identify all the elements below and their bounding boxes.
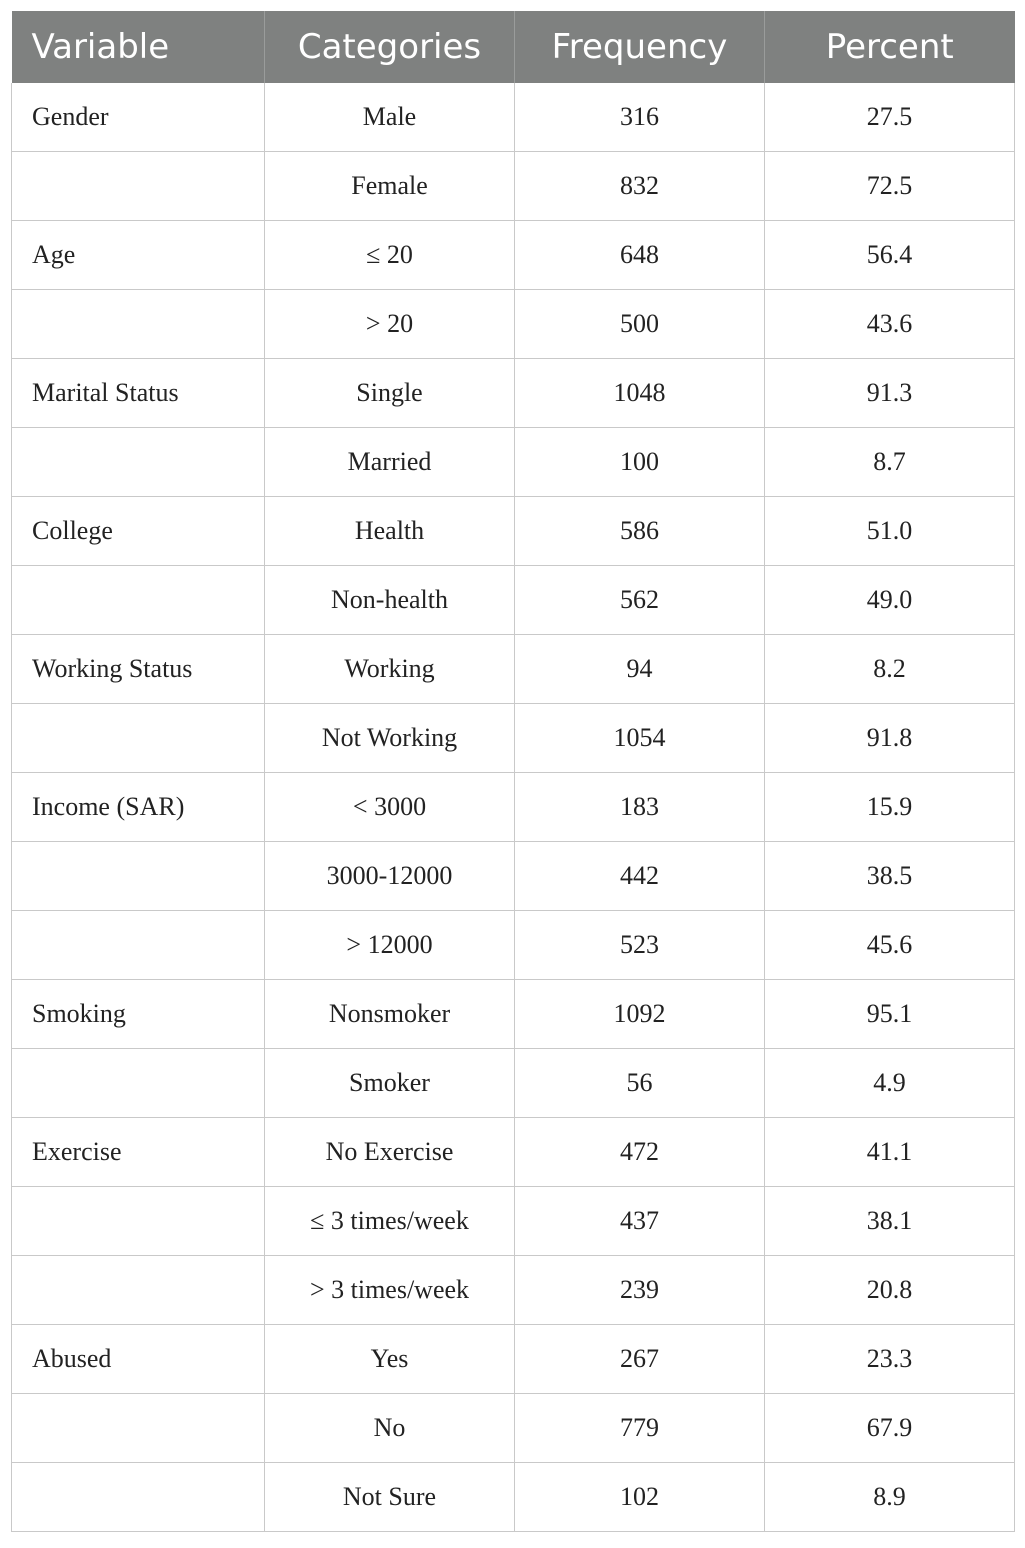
frequency-cell: 102 (515, 1463, 765, 1532)
header-frequency: Frequency (515, 11, 765, 83)
category-cell: 3000-12000 (265, 842, 515, 911)
percent-cell: 4.9 (765, 1049, 1015, 1118)
table-header (12, 11, 1015, 83)
percent-cell: 91.8 (765, 704, 1015, 773)
percent-cell: 67.9 (765, 1394, 1015, 1463)
frequency-cell: 94 (515, 635, 765, 704)
category-cell: Not Sure (265, 1463, 515, 1532)
frequency-cell: 56 (515, 1049, 765, 1118)
frequency-cell: 500 (515, 290, 765, 359)
variable-cell: Exercise (12, 1118, 265, 1187)
frequency-cell: 1048 (515, 359, 765, 428)
category-cell: Not Working (265, 704, 515, 773)
percent-cell: 91.3 (765, 359, 1015, 428)
variable-cell (12, 290, 265, 359)
variable-cell (12, 152, 265, 221)
table-row (12, 1325, 1015, 1394)
variable-cell: Smoking (12, 980, 265, 1049)
variable-cell (12, 566, 265, 635)
table-row (12, 566, 1015, 635)
demographics-table (11, 11, 1015, 1532)
percent-cell: 43.6 (765, 290, 1015, 359)
percent-cell: 15.9 (765, 773, 1015, 842)
data-table-container (11, 11, 1014, 1532)
category-cell: ≤ 3 times/week (265, 1187, 515, 1256)
table-row (12, 1394, 1015, 1463)
percent-cell: 95.1 (765, 980, 1015, 1049)
table-row (12, 359, 1015, 428)
category-cell: No Exercise (265, 1118, 515, 1187)
header-row (12, 11, 1015, 83)
frequency-cell: 100 (515, 428, 765, 497)
percent-cell: 49.0 (765, 566, 1015, 635)
header-variable: Variable (12, 11, 265, 83)
category-cell: < 3000 (265, 773, 515, 842)
frequency-cell: 1092 (515, 980, 765, 1049)
frequency-cell: 832 (515, 152, 765, 221)
table-row (12, 980, 1015, 1049)
variable-cell (12, 1256, 265, 1325)
variable-cell: Income (SAR) (12, 773, 265, 842)
table-row (12, 221, 1015, 290)
category-cell: No (265, 1394, 515, 1463)
table-row (12, 911, 1015, 980)
variable-cell: Age (12, 221, 265, 290)
category-cell: > 12000 (265, 911, 515, 980)
variable-cell (12, 1187, 265, 1256)
category-cell: Yes (265, 1325, 515, 1394)
variable-cell: Marital Status (12, 359, 265, 428)
table-row (12, 497, 1015, 566)
percent-cell: 8.9 (765, 1463, 1015, 1532)
category-cell: Smoker (265, 1049, 515, 1118)
variable-cell (12, 1394, 265, 1463)
table-row (12, 773, 1015, 842)
table-body (12, 83, 1015, 1532)
table-row (12, 842, 1015, 911)
table-row (12, 428, 1015, 497)
category-cell: ≤ 20 (265, 221, 515, 290)
percent-cell: 38.1 (765, 1187, 1015, 1256)
variable-cell: College (12, 497, 265, 566)
category-cell: > 3 times/week (265, 1256, 515, 1325)
percent-cell: 20.8 (765, 1256, 1015, 1325)
percent-cell: 23.3 (765, 1325, 1015, 1394)
variable-cell (12, 842, 265, 911)
header-categories: Categories (265, 11, 515, 83)
percent-cell: 45.6 (765, 911, 1015, 980)
percent-cell: 56.4 (765, 221, 1015, 290)
variable-cell (12, 704, 265, 773)
table-row (12, 635, 1015, 704)
variable-cell (12, 1463, 265, 1532)
frequency-cell: 316 (515, 83, 765, 152)
table-row (12, 1463, 1015, 1532)
frequency-cell: 239 (515, 1256, 765, 1325)
variable-cell (12, 911, 265, 980)
header-percent: Percent (765, 11, 1015, 83)
variable-cell (12, 428, 265, 497)
frequency-cell: 586 (515, 497, 765, 566)
category-cell: Single (265, 359, 515, 428)
category-cell: > 20 (265, 290, 515, 359)
table-row (12, 1256, 1015, 1325)
percent-cell: 8.2 (765, 635, 1015, 704)
frequency-cell: 779 (515, 1394, 765, 1463)
category-cell: Health (265, 497, 515, 566)
frequency-cell: 437 (515, 1187, 765, 1256)
category-cell: Female (265, 152, 515, 221)
category-cell: Non-health (265, 566, 515, 635)
category-cell: Male (265, 83, 515, 152)
variable-cell: Gender (12, 83, 265, 152)
frequency-cell: 267 (515, 1325, 765, 1394)
frequency-cell: 472 (515, 1118, 765, 1187)
table-row (12, 1118, 1015, 1187)
percent-cell: 27.5 (765, 83, 1015, 152)
table-row (12, 152, 1015, 221)
table-row (12, 1049, 1015, 1118)
category-cell: Nonsmoker (265, 980, 515, 1049)
table-row (12, 290, 1015, 359)
table-row (12, 83, 1015, 152)
category-cell: Working (265, 635, 515, 704)
frequency-cell: 523 (515, 911, 765, 980)
percent-cell: 38.5 (765, 842, 1015, 911)
table-row (12, 1187, 1015, 1256)
percent-cell: 41.1 (765, 1118, 1015, 1187)
variable-cell (12, 1049, 265, 1118)
percent-cell: 51.0 (765, 497, 1015, 566)
frequency-cell: 442 (515, 842, 765, 911)
frequency-cell: 562 (515, 566, 765, 635)
percent-cell: 72.5 (765, 152, 1015, 221)
frequency-cell: 183 (515, 773, 765, 842)
percent-cell: 8.7 (765, 428, 1015, 497)
category-cell: Married (265, 428, 515, 497)
variable-cell: Working Status (12, 635, 265, 704)
table-row (12, 704, 1015, 773)
variable-cell: Abused (12, 1325, 265, 1394)
frequency-cell: 1054 (515, 704, 765, 773)
frequency-cell: 648 (515, 221, 765, 290)
